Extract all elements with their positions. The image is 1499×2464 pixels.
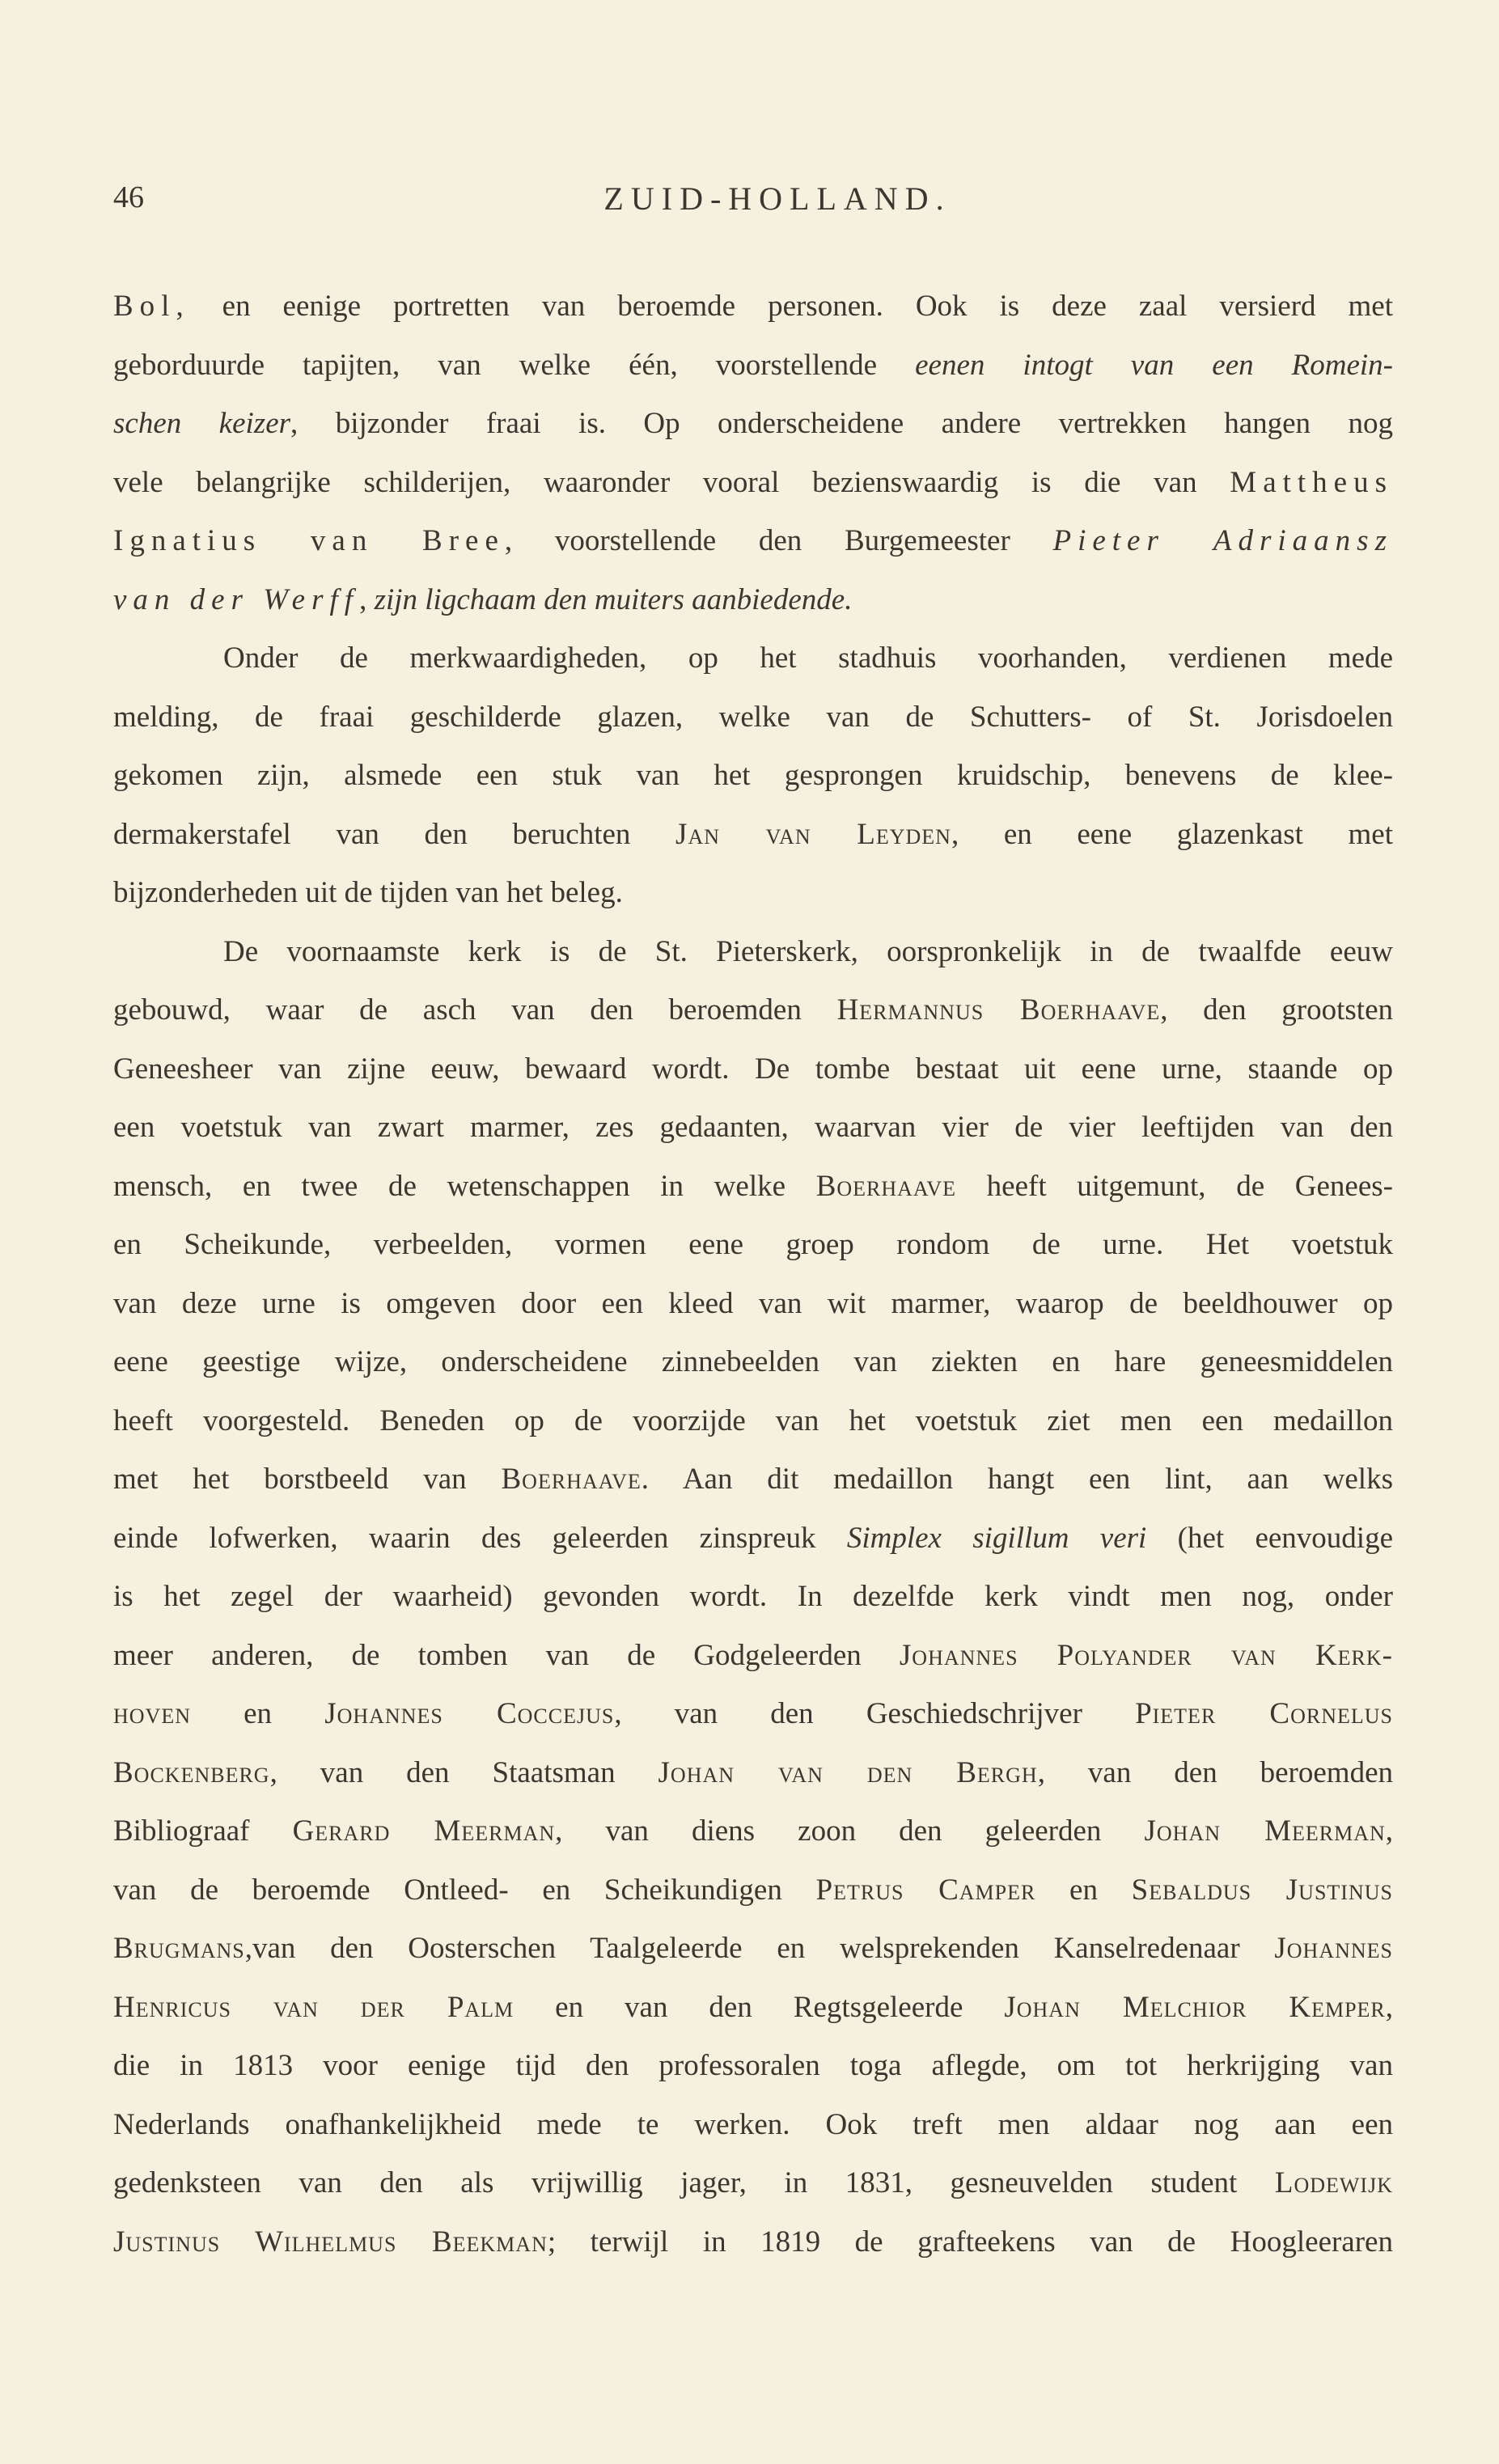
text-run: Simplex sigillum veri — [846, 1521, 1147, 1555]
text-run: , den grootsten — [1160, 993, 1393, 1027]
text-run: , van den Staatsman — [269, 1755, 658, 1789]
text-run: gebouwd, waar de asch van den beroemden — [113, 993, 837, 1027]
text-line — [113, 343, 1393, 402]
text-run: Nederlands onafhankelijkheid mede te werken. Ook treft men aldaar nog aan een — [113, 2107, 1393, 2141]
text-run: bijzonderheden uit de tijden van het beleg. — [113, 876, 623, 909]
text-run: (het eenvoudige — [1146, 1521, 1393, 1555]
text-run: en eenige portretten van beroemde personen. Ook is deze zaal versierd met — [189, 290, 1393, 323]
text-line — [113, 636, 1393, 695]
text-run: Johan Melchior Kemper — [1004, 1990, 1386, 2024]
text-run: heeft voorgesteld. Beneden op de voorzijde van het voetstuk ziet men een medaillon — [113, 1403, 1393, 1437]
text-run: Onder de merkwaardigheden, op het stadhuis voorhanden, verdienen mede — [223, 641, 1393, 675]
text-run: dermakerstafel van den beruchten — [113, 817, 676, 851]
text-run: meer anderen, de tomben van de Godgeleerden — [113, 1638, 900, 1672]
text-line — [113, 1633, 1393, 1692]
text-run: Boerhaave — [815, 1169, 957, 1203]
text-run: Henricus van der Palm — [113, 1990, 514, 2024]
text-line — [113, 1985, 1393, 2044]
text-run: Geneesheer van zijne eeuw, bewaard wordt. De tombe bestaat uit eene urne, staande op — [113, 1052, 1393, 1086]
text-run: een voetstuk van zwart marmer, zes gedaanten, waarvan vier de vier leeftijden van den — [113, 1111, 1393, 1144]
text-run: en van den Regtsgeleerde — [514, 1990, 1005, 2024]
text-run: van deze urne is omgeven door een kleed van wit marmer, waarop de beeldhouwer op — [113, 1286, 1393, 1320]
text-run: gedenksteen van den als vrijwillig jager, in 1831, gesneuvelden student — [113, 2166, 1275, 2199]
text-run: van de beroemde Ontleed- en Scheikundigen — [113, 1873, 816, 1907]
text-line — [113, 988, 1393, 1047]
text-run: , van den beroemden — [1037, 1755, 1393, 1789]
text-run: Jan van Leyden — [675, 817, 951, 851]
text-line — [113, 2043, 1393, 2102]
page-number: 46 — [113, 180, 144, 214]
text-run: en — [191, 1697, 325, 1730]
text-run: einde lofwerken, waarin des geleerden zinspreuk — [113, 1521, 847, 1555]
text-run: die in 1813 voor eenige tijd den professoralen toga aflegde, om tot herkrijging van — [113, 2049, 1393, 2082]
text-line — [113, 1164, 1393, 1223]
text-run: , bijzonder fraai is. Op onderscheidene andere vertrekken hangen nog — [290, 407, 1393, 440]
text-line — [113, 1751, 1393, 1810]
text-run: Gerard Meerman — [292, 1814, 556, 1848]
text-run: Johan van den Bergh — [658, 1755, 1038, 1789]
text-line — [113, 812, 1393, 871]
text-line — [113, 1809, 1393, 1868]
text-line — [113, 1281, 1393, 1340]
text-run: Brugmans — [113, 1932, 245, 1965]
text-run: , voorstellende den Burgemeester — [504, 524, 1053, 557]
text-run: , — [1385, 1814, 1393, 1848]
text-run: Johan Meerman — [1144, 1814, 1386, 1848]
text-run: , en eene glazenkast met — [951, 817, 1394, 851]
text-line — [113, 929, 1393, 989]
text-run: De voornaamste kerk is de St. Pieterskerk, oorspronkelijk in de twaalfde eeuw — [223, 934, 1393, 968]
text-line — [113, 870, 1393, 929]
text-run: eenen intogt van een Romein- — [915, 348, 1393, 382]
text-line — [113, 401, 1393, 460]
text-run: gekomen zijn, alsmede een stuk van het gesprongen kruidschip, benevens de klee- — [113, 759, 1393, 792]
text-run: zijn ligchaam den muiters aanbiedende. — [374, 582, 853, 616]
text-run: Bol, — [113, 290, 190, 323]
text-line — [113, 1926, 1393, 1985]
text-run: eene geestige wijze, onderscheidene zinnebeelden van ziekten en hare geneesmiddelen — [113, 1345, 1393, 1378]
text-run: Pieter Cornelus — [1135, 1697, 1393, 1730]
text-run: vele belangrijke schilderijen, waaronder vooral bezienswaardig is die van — [113, 465, 1230, 499]
text-run: schen keizer — [113, 407, 291, 440]
running-title: ZUID-HOLLAND. — [603, 180, 951, 217]
text-run: is het zegel der waarheid) gevonden wordt. In dezelfde kerk vindt men nog, onder — [113, 1580, 1393, 1613]
text-run: van der Werff — [113, 582, 360, 616]
text-line — [113, 1105, 1393, 1164]
text-line — [113, 1691, 1393, 1751]
text-run: , — [1385, 1990, 1394, 2024]
text-line — [113, 578, 1393, 637]
text-run: Bockenberg — [113, 1755, 270, 1789]
text-run: en Scheikunde, verbeelden, vormen eene groep rondom de urne. Het voetstuk — [113, 1228, 1393, 1261]
text-run: , van den Geschiedschrijver — [614, 1697, 1136, 1730]
text-run: met het borstbeeld van — [113, 1463, 502, 1496]
text-line — [113, 519, 1393, 578]
text-run: ,van den Oosterschen Taalgeleerde en welsprekenden Kanselredenaar — [244, 1932, 1275, 1965]
text-run: melding, de fraai geschilderde glazen, welke van de Schutters- of St. Jorisdoelen — [113, 700, 1393, 734]
text-line — [113, 1340, 1393, 1399]
text-line — [113, 695, 1393, 754]
text-line — [113, 1399, 1393, 1458]
text-run: mensch, en twee de wetenschappen in welke — [113, 1169, 816, 1203]
text-run: Lodewijk — [1274, 2166, 1393, 2199]
text-line — [113, 1574, 1393, 1633]
text-run: Mattheus — [1230, 465, 1393, 499]
text-line — [113, 1516, 1393, 1575]
text-run: ; terwijl in 1819 de grafteekens van de Hoogleeraren — [547, 2225, 1393, 2259]
text-run: Pieter Adriaansz — [1052, 524, 1393, 557]
text-run: hoven — [113, 1697, 191, 1730]
text-run: Johannes — [1274, 1932, 1393, 1965]
text-run: Aan dit medaillon hangt een lint, aan welks — [650, 1463, 1393, 1496]
text-run: heeft uitgemunt, de Genees- — [956, 1169, 1393, 1203]
text-run: , — [359, 582, 375, 616]
text-run: Hermannus Boerhaave — [836, 993, 1161, 1027]
text-run: geborduurde tapijten, van welke één, voorstellende — [113, 348, 916, 382]
text-run: Johannes Coccejus — [324, 1697, 615, 1730]
text-line — [113, 2220, 1393, 2279]
text-line — [113, 1222, 1393, 1281]
text-run: Boerhaave. — [501, 1463, 650, 1496]
text-line — [113, 1047, 1393, 1106]
text-run: Johannes Polyander van Kerk- — [899, 1638, 1393, 1672]
text-line — [113, 2161, 1393, 2220]
text-run: Justinus Wilhelmus Beekman — [113, 2225, 548, 2259]
text-run: Sebaldus Justinus — [1131, 1873, 1393, 1907]
text-run: Ignatius van Bree — [113, 524, 505, 557]
text-run: Bibliograaf — [113, 1814, 293, 1848]
text-line — [113, 753, 1393, 812]
text-run: , van diens zoon den geleerden — [555, 1814, 1145, 1848]
text-line — [113, 2102, 1393, 2161]
text-run: en — [1035, 1873, 1132, 1907]
text-line — [113, 460, 1393, 519]
text-line — [113, 1457, 1393, 1516]
text-run: Petrus Camper — [815, 1873, 1036, 1907]
text-line — [113, 1868, 1393, 1927]
text-line — [113, 284, 1393, 343]
body-text — [113, 284, 1393, 2278]
page-header — [113, 180, 1393, 225]
